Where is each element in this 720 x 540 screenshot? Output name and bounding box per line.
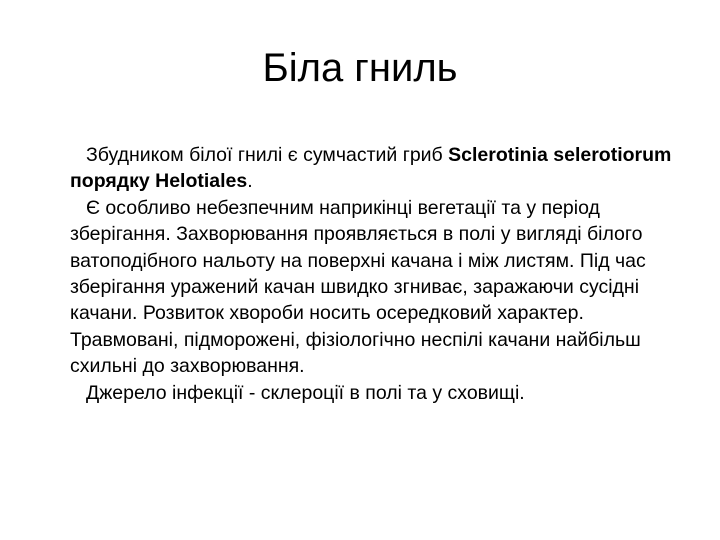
paragraph-pathogen: [70, 142, 690, 195]
paragraph-pathogen-end: .: [247, 170, 253, 193]
paragraph-pathogen-text: Збудником білої гнилі є сумчастий гриб: [86, 144, 449, 166]
pathogen-name: Sclerotinia selerotiorum порядку Helotiales: [70, 144, 672, 193]
slide-title: Біла гниль: [262, 46, 458, 90]
paragraph-symptoms: Є особливо небезпечним наприкінці вегетації та у період зберігання. Захворювання проявляється в полі у вигляді білого ватоподібного нальоту на поверхні качана і між листям. Під час зберігання уражений качан швидко згниває, заражаючи сусідні качани. Розвиток хвороби носить осередковий характер. Травмовані, підморожені, фізіологічно неспілі качани найбільш схильні до захворювання.: [70, 196, 646, 378]
paragraph-infection-source: Джерело інфекції - склероції в полі та у сховищі.: [86, 381, 525, 404]
slide-body: [70, 142, 690, 406]
